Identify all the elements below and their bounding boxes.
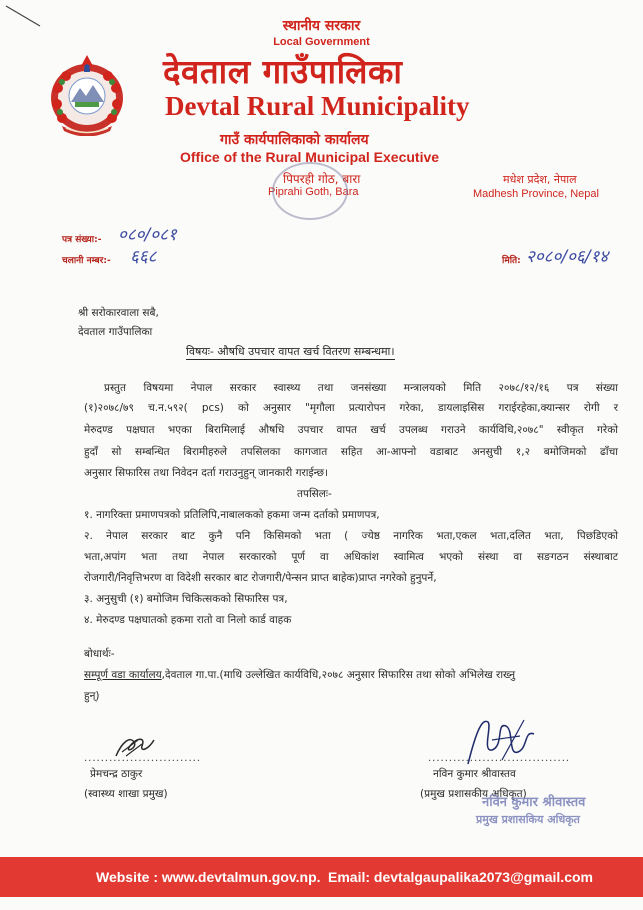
- tapasil-heading: तपसिलः-: [297, 488, 332, 500]
- local-government-en: Local Government: [273, 36, 370, 48]
- local-government-np: स्थानीय सरकार: [282, 18, 361, 34]
- letter-number-label: पत्र संख्या:-: [62, 235, 102, 245]
- bodharth-line-1: [84, 665, 515, 685]
- bodharth-heading: बोधार्थः-: [84, 648, 115, 660]
- municipality-name-en: Devtal Rural Municipality: [165, 91, 470, 121]
- letter-number-value: ०८०/०८१: [118, 225, 177, 245]
- office-place-en: Piprahi Goth, Bara: [268, 186, 359, 198]
- right-signatory-role: (प्रमुख प्रशासकीय अधिकृत): [420, 788, 527, 800]
- municipality-name-np: देवताल गाउँपालिका: [163, 52, 403, 91]
- bodharth-recipient: सम्पूर्ण वडा कार्यालय: [84, 669, 162, 681]
- paragraph-line: अनुसार सिफारिस तथा निवेदन दर्ता गराउनुहुन् जानकारी गराईन्छ।: [84, 467, 329, 479]
- list-item: १. नागरिक्ता प्रमाणपत्रको प्रतिलिपि,नाबालकको हकमा जन्म दर्ताको प्रमाणपत्र,: [84, 509, 380, 521]
- footer-email: Email: devtalgaupalika2073@gmail.com: [328, 869, 593, 885]
- office-name-np: गाउँ कार्यपालिकाको कार्यालय: [220, 132, 369, 148]
- officer-stamp-name: नविन कुमार श्रीवास्तव: [482, 795, 586, 810]
- office-round-stamp: [272, 162, 348, 220]
- right-signature-line: ..................................: [428, 753, 571, 764]
- nepal-emblem-icon: [48, 52, 126, 136]
- addressee-line-2: देवताल गाउँपालिका: [78, 326, 153, 338]
- province-np: मधेश प्रदेश, नेपाल: [503, 173, 577, 186]
- list-item: रोजगारी/निवृत्तिभरण वा विदेशी सरकार बाट रोजगारी/पेन्सन प्राप्त बाहेक)प्राप्त नगरेको हुनुपर्ने,: [84, 572, 437, 584]
- dispatch-number-value: ६६८: [130, 247, 157, 267]
- date-label: मिति:: [502, 256, 521, 266]
- bodharth-text: ,देवताल गा.पा.(माथि उल्लेखित कार्यविधि,२०७८ अनुसार सिफारिस तथा सोको अभिलेख राख्नु: [161, 669, 516, 681]
- list-item: ४. मेरुदण्ड पक्षघातको हकमा रातो वा निलो कार्ड वाहक: [84, 614, 292, 626]
- province-en: Madhesh Province, Nepal: [473, 188, 599, 200]
- left-signature-line: ............................: [84, 753, 202, 764]
- list-item: ३. अनुसुची (१) बमोजिम चिकित्सकको सिफारिस पत्र,: [84, 593, 288, 605]
- paragraph-line: मेरुदण्ड पक्षघात भएका बिरामिलाई औषधि उपचार वापत खर्च उपलब्ध गराउने कार्यविधि,२०७८" स्वीकृत गरेको: [84, 424, 618, 436]
- left-signatory-name: प्रेमचन्द्र ठाकुर: [90, 768, 143, 780]
- paragraph-line: प्रस्तुत विषयमा नेपाल सरकार स्वास्थ्य तथा जनसंख्या मन्त्रालयको मिति २०७८/१२/१६ पत्र संख्या: [104, 382, 618, 394]
- letter-subject: विषयः- औषधि उपचार वापत खर्च वितरण सम्बन्धमा।: [186, 345, 395, 358]
- dispatch-number-label: चलानी नम्बर:-: [62, 256, 111, 266]
- left-signatory-role: (स्वास्थ्य शाखा प्रमुख): [84, 788, 168, 800]
- list-item: भता,अपांग भता तथा नेपाल सरकारको पूर्ण वा अधिकांश स्वामित्व भएको संस्था वा सङगठन संस्थाबाट: [84, 551, 618, 563]
- paragraph-line: (१)२०७८/७९ च.न.५९२( pcs) को अनुसार "मृगौला प्रत्यारोपन गरेका, डायलाइसिस गराईरहेका,क्यान्सर रोगी र: [84, 402, 618, 414]
- footer-website: Website : www.devtalmun.gov.np.: [96, 869, 321, 885]
- addressee-line-1: श्री सरोकारवाला सबै,: [78, 307, 159, 319]
- list-item: २. नेपाल सरकार बाट कुनै पनि किसिमको भता ( ज्येष्ठ नागरिक भता,एकल भता,दलित भता, पिछडिएको: [84, 530, 618, 542]
- office-name-en: Office of the Rural Municipal Executive: [180, 149, 440, 165]
- date-value: २०८०/०६/१४: [526, 247, 609, 267]
- footer-bar: [0, 857, 643, 897]
- bodharth-line-2: हुन्): [84, 690, 100, 702]
- paragraph-line: हुदाँ सो सम्बन्धित बिरामीहरुले तपसिलका कागजात सहित आ-आफ्नो वडाबाट अनसुची १,२ बमोजिमको ढाँचा: [84, 446, 618, 458]
- right-signatory-name: नविन कुमार श्रीवास्तव: [433, 768, 516, 780]
- officer-stamp-role: प्रमुख प्रशासकिय अधिकृत: [476, 813, 580, 826]
- office-place-np: पिपरही गोठ, बारा: [283, 172, 361, 186]
